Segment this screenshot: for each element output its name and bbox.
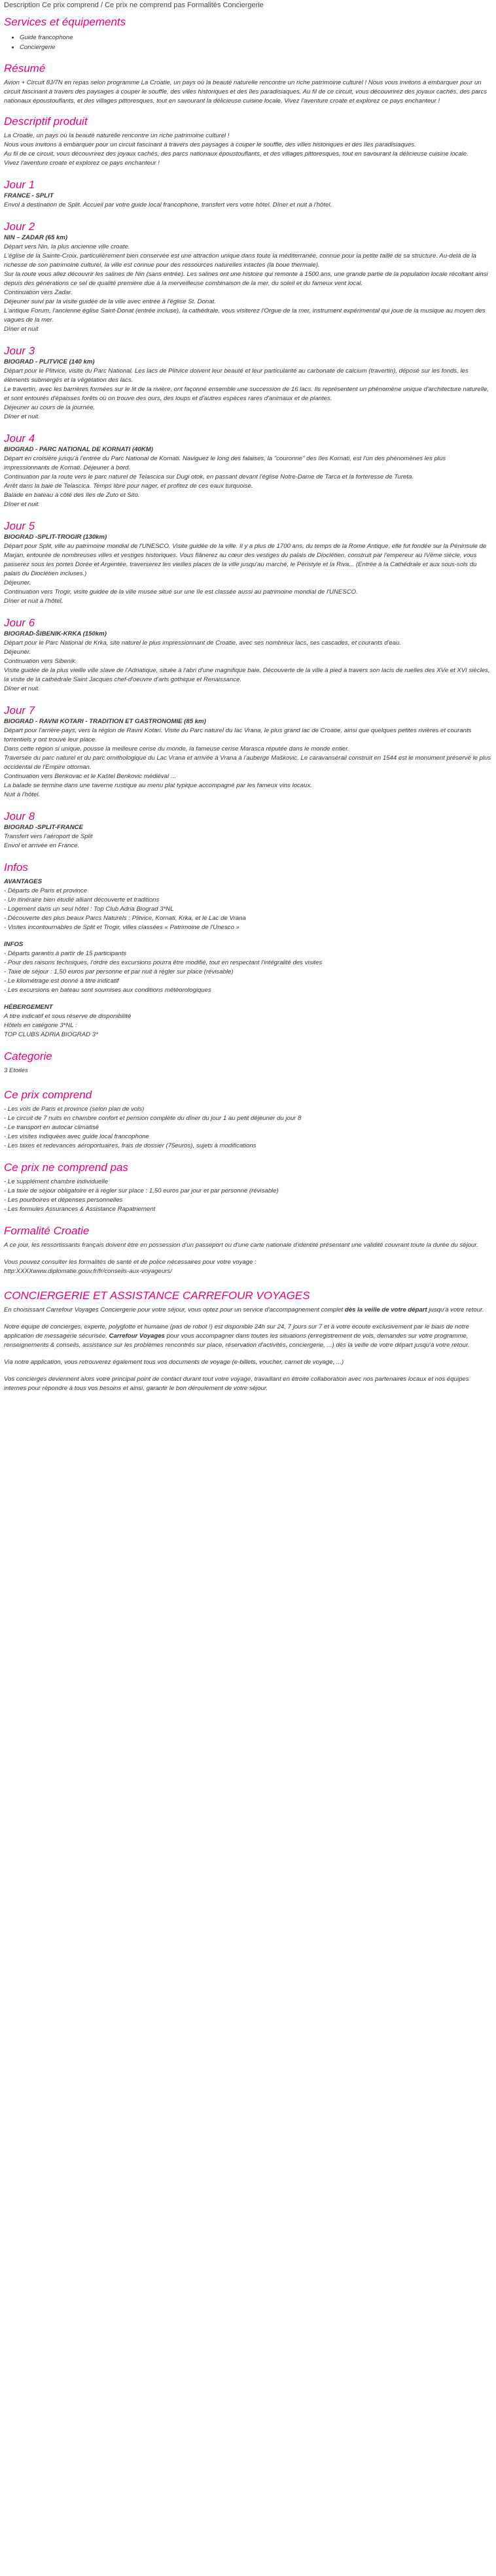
day-heading: Jour 4 [4,432,35,445]
resume-text: Avion + Circuit 8J/7N en repas selon programme La Croatie, un pays où la beauté naturelle rencontre un riche patrimoine culturel ! Nous vous invitons à embarquer pour un circuit fascinant à travers des paysages à couper le souffle, des villes historiques et des îles paradisiaques. Au fil de ce circuit, vous découvrirez des joyaux cachés, des parcs nationaux époustouflants, et des villages pittoresques, tout en savourant la délicieuse cuisine locale. Vivez l'aventure croate et explorez ce pays enchanteur ! [4,79,487,105]
ne-comprend-item: - Les pourboires et dépenses personnelles [4,1196,123,1204]
tab-formalites[interactable]: Formalités [187,1,221,9]
conciergerie-p2 [4,1323,492,1350]
formalite-title: Formalité Croatie [4,1225,90,1237]
day-line: Envol et arrivée en France. [4,842,80,849]
day-line: Dîner et nuit. [4,413,40,420]
day-line: Départ pour le Plitvice, visite du Parc National. Les lacs de Plitvice doivent leur beauté et leur particularité au carbonate de calcium (travertin), déposé sur les fonds, les éléments submergés et la végétation des lacs. [4,367,469,384]
spacer [4,1350,492,1358]
descriptif-title: Descriptif produit [4,115,88,127]
text-span: Notre équipe de concierges, experte, polyglotte et humaine (pas de robot !) est disponible 24h sur 24, 7 jours sur 7 et à votre écoute exclusivement par le biais de notre application de messagerie sécurisée, [4,1323,469,1340]
ne-comprend-item: - La taxe de séjour obligatoire et à régler sur place : 1,50 euros par jour et par personne (révisable) [4,1187,279,1195]
day-heading: Jour 6 [4,617,35,629]
comprend-item: - Les vols de Paris et province (selon plan de vols) [4,1106,145,1113]
text-span: pour vous accompagner dans toutes les situations (enregistrement de vols, demandes sur votre programme, renseignements & conseils, assistance sur les problèmes rencontrés sur place, réservation d'activités, conciergerie, ...) dès la veille de votre départ jusqu'à votre retour. [4,1332,470,1349]
day-title: BIOGRAD - PLITVICE (140 km) [4,358,95,365]
tab-ce-prix-comprend[interactable]: Ce prix comprend [42,1,99,9]
descriptif-line: Nous vous invitons à embarquer pour un circuit fascinant à travers des paysages à couper le souffle, des villes historiques et des îles paradisiaques. [4,141,416,148]
text-span: jusqu'à votre retour. [427,1306,484,1313]
avantage-item: - Visites incontournables de Split et Trogir, villes classées « Patrimoine de l'Unesco » [4,924,239,931]
day-text [4,726,492,800]
comprend-title: Ce prix comprend [4,1089,92,1101]
avantage-item: - Un itinéraire bien étudié alliant découverte et traditions [4,896,160,904]
services-list [4,33,492,52]
day-line: Continuation vers Trogir, visite guidée de la ville musée situé sur une île est classée aussi au patrimoine mondial de l'UNESCO. [4,588,358,596]
hebergement-item: TOP CLUBS ADRIA BIOGRAD 3* [4,1031,98,1038]
day-heading: Jour 8 [4,810,35,822]
day-line: Déjeuner. [4,649,31,656]
infos-subtitle: INFOS [4,941,24,948]
info-item: - Le kilométrage est donné à titre indicatif [4,977,119,985]
day-heading: Jour 5 [4,520,35,532]
day-title: NIN – ZADAR (65 km) [4,234,68,241]
day-line: Continuation vers Benkovac et le Kaštel Benkovic médiéval ... [4,773,176,780]
day-line: Continuation vers Sibenik. [4,658,77,665]
comprend-item: - Le circuit de 7 nuits en chambre confort et pension complète du dîner du jour 1 au petit déjeuner du jour 8 [4,1115,302,1122]
conciergerie-title: CONCIERGERIE ET ASSISTANCE CARREFOUR VOYAGES [4,1289,310,1302]
info-item: - Pour des raisons techniques, l'ordre des excursions pourra être modifié, tout en respectant l'intégralité des visites [4,959,323,966]
spacer [4,1250,492,1258]
info-item: - Les excursions en bateau sont soumises aux conditions météorologiques [4,987,211,994]
tab-ce-prix-ne-comprend-pas[interactable]: Ce prix ne comprend pas [105,1,186,9]
service-item: • Guide francophone [20,33,492,42]
descriptif-text [4,131,492,168]
tab-bar [4,0,492,10]
day-line: L'église de la Sainte-Croix, particulièrement bien conservée est une attraction unique dans toute la méditerranée, connue pour la petite taille de sa structure. Au-delà de la richesse de son patrimoine culturel, la ville est connue pour des ressources naturelles intactes (la boue thermale). [4,252,476,269]
day-title: FRANCE - SPLIT [4,192,54,199]
tab-conciergerie[interactable]: Conciergerie [222,1,264,9]
ne-comprend-item: - Les formules Assurances & Assistance Rapatriement [4,1206,156,1213]
day-text [4,201,492,210]
descriptif-line: Vivez l'aventure croate et explorez ce pays enchanteur ! [4,160,160,167]
day-text [4,243,492,334]
conciergerie-text [4,1306,492,1393]
categorie-title: Categorie [4,1050,52,1062]
ne-comprend-list [4,1178,492,1214]
text-emphasis: Carrefour Voyages [109,1332,166,1340]
text-span: En choisissant Carrefour Voyages Conciergerie pour votre séjour, vous optez pour un service d'accompagnement complet [4,1306,345,1313]
hebergement-item: A titre indicatif et sous réserve de disponibilité [4,1013,132,1020]
day-line: Déjeuner. [4,579,31,586]
day-line: Départ en croisière jusqu'à l'entrée du Parc National de Kornati. Naviguez le long des falaises, la "couronne" des îles Kornati, est l'un des phénomènes les plus impressionnants de Kornati. Déjeuner à bord. [4,455,446,471]
day-line: Traversée du parc naturel et du parc ornithologique du Lac Vrana et arrivée à Vrana à l'auberge Maškovic. Le caravansérail construit en 1544 est le monument préservé le plus occidental de l'Empire ottoman. [4,754,491,771]
day-text [4,639,492,694]
day-line: La balade se termine dans une taverne rustique au menu plat typique accompagné par les fameux vins locaux. [4,782,312,789]
day-line: Arrêt dans la baie de Telascica. Temps libre pour nager, et profitez de ces eaux turquoise. [4,483,253,490]
infos-title: Infos [4,861,28,873]
day-text [4,542,492,606]
day-line: Dîner et nuit. [4,685,40,692]
day-title: BIOGRAD -SPLIT-TROGIR (130km) [4,534,107,541]
day-line: Transfert vers l'aéroport de Split [4,833,93,840]
avantage-item: - Départs de Paris et province [4,887,87,894]
day-line: Envol à destination de Split. Accueil par votre guide local francophone, transfert vers votre hôtel. Dîner et nuit à l'hôtel. [4,201,332,209]
avantage-item: - Découverte des plus beaux Parcs Naturels : Plitvice, Kornati, Krka, et le Lac de Vrana [4,915,246,922]
formalite-p1: A ce jour, les ressortissants français doivent être en possession d'un passeport ou d'une carte nationale d'identité présentant une validité couvrant toute la durée du séjour. [4,1242,478,1249]
day-text [4,454,492,509]
comprend-list [4,1105,492,1151]
conciergerie-p1 [4,1306,492,1315]
text-emphasis: dès la veille de votre départ [344,1306,427,1313]
descriptif-line: Au fil de ce circuit, vous découvrirez des joyaux cachés, des parcs nationaux époustouflants, et des villages pittoresques, tout en savourant la délicieuse cuisine locale. [4,150,469,158]
day-line: Départ pour l'arrière-pays, vers la région de Ravni Kotari. Visite du Parc naturel du lac Vrana, le plus grand lac de Croatie, ainsi que quelques petites rivières et courants torrentiels y ont trouvé leur place. [4,727,472,743]
formalite-p2: Vous pouvez consulter les formalités de santé et de police nécessaires pour votre voyage : [4,1259,257,1266]
day-line: Balade en bateau à côté des îles de Zuto et Sito. [4,492,140,499]
day-line: Départ vers Nin, la plus ancienne ville croate. [4,243,130,250]
formalite-link[interactable]: http:XXXXwww.diplomatie.gouv.fr/fr/conseils-aux-voyageurs/ [4,1268,172,1275]
spacer [4,995,492,1003]
formalite-text [4,1241,492,1276]
day-heading: Jour 1 [4,178,35,191]
info-item: - Départs garantis à partir de 15 participants [4,950,127,957]
services-title: Services et équipements [4,16,126,28]
day-line: Continuation vers Zadar. [4,289,73,296]
categorie-value: 3 Etoiles [4,1067,28,1074]
day-line: Déjeuner suivi par la visite guidée de la ville avec entrée à l'église St. Donat. [4,298,216,305]
day-title: BIOGRAD - RAVNI KOTARI - TRADITION ET GASTRONOMIE (85 km) [4,718,206,725]
day-line: Départ pour le Parc National de Krka, site naturel le plus impressionnant de Croatie, avec ses nombreux lacs, ses cascades, et courants d'eau. [4,639,402,647]
spacer [4,1367,492,1375]
ne-comprend-title: Ce prix ne comprend pas [4,1161,128,1174]
day-line: Départ pour Split, ville au patrimoine mondial de l'UNESCO. Visite guidée de la ville. Il y a plus de 1700 ans, du temps de la Rome Antique, elle fut fondée sur la Péninsule de Marjan, entourée de nombreuses villes et vestiges historiques. Vous flânerez au cœur des vestiges du palais de Dioclétien, construit par l'empereur au IVème siècle, vous passerez sous les portes Dorée et Argentée, traverserez les vieilles places de la ville jusqu'au marché, le Péristyle et la Riva... (Entrée à la Cathédrale et aux sous-sols du palais du Dioclétien incluses.) [4,543,487,577]
day-line: Dîner et nuit. [4,501,40,508]
spacer [4,932,492,940]
day-text [4,832,492,851]
day-title: BIOGRAD - PARC NATIONAL DE KORNATI (40KM) [4,446,153,453]
day-line: Dîner et nuit à l'hôtel. [4,598,63,605]
comprend-item: - Les visites indiquées avec guide local francophone [4,1133,149,1140]
day-heading: Jour 3 [4,345,35,357]
infos-content [4,877,492,1040]
hebergement-title: HÉBERGEMENT [4,1004,53,1011]
day-line: Nuit à l'hôtel. [4,791,41,798]
comprend-item: - Les taxes et redevances aéroportuaires, frais de dossier (75euros), sujets à modifications [4,1142,257,1149]
day-title: BIOGRAD-ŠIBENIK-KRKA (150km) [4,630,107,637]
day-line: Continuation par la route vers le parc naturel de Telascica sur Dugi otok, en passant devant l'église Notre-Dame de Tarca et la forteresse de Tureta. [4,473,414,481]
day-title: BIOGRAD -SPLIT-FRANCE [4,824,83,831]
day-line: Dîner et nuit [4,326,39,333]
day-text [4,367,492,422]
service-item: • Conciergerie [20,42,492,52]
day-line: Sur la route vous allez découvrir les salines de Nin (sans entrée). Les salines ont une histoire qui remonte à 1500 ans, une grande partie de la population locale récoltant ainsi depuis des générations ce sel de qualité première due à la merveilleuse combinaison de la mer, du soleil et du fameux vent local. [4,271,488,287]
hebergement-item: Hôtels en catégorie 3*NL : [4,1022,77,1029]
comprend-item: - Le transport en autocar climatisé [4,1124,99,1131]
info-item: - Taxe de séjour : 1,50 euros par personne et par nuit à régler sur place (révisable) [4,968,234,975]
descriptif-line: La Croatie, un pays où la beauté naturelle rencontre un riche patrimoine culturel ! [4,132,230,139]
ne-comprend-item: - Le supplément chambre individuelle [4,1178,108,1185]
day-line: Visite guidée de la plus vieille ville slave de l'Adriatique, située à l'abri d'une magnifique baie. Découverte de la ville à pied à travers son lacis de ruelles des XVe et XVI siècles, la visite de la cathédrale Saint Jacques chef-d'oeuvre d'arts gothique et Renaissance. [4,667,490,683]
conciergerie-p3: Via notre application, vous retrouverez également tous vos documents de voyage (e-billets, voucher, carnet de voyage, ...) [4,1359,344,1366]
day-heading: Jour 7 [4,704,35,717]
avantages-title: AVANTAGES [4,878,43,885]
day-line: L'antique Forum, l'ancienne église Saint-Donat (entrée incluse), la cathédrale, vous visiterez l'Orgue de la mer, instrument expérimental qui joue de la musique au moyen des vagues de la mer. [4,307,486,324]
conciergerie-p4: Vos concierges deviennent alors votre principal point de contact durant tout votre voyage, travaillant en étroite collaboration avec nos partenaires locaux et nos équipes internes pour répondre à tous vos besoins et ainsi, garantir le bon déroulement de votre séjour. [4,1376,469,1392]
resume-title: Résumé [4,62,46,75]
day-heading: Jour 2 [4,220,35,233]
day-line: Déjeuner au cours de la journée. [4,404,96,411]
tab-separator: / [100,1,103,9]
day-line: Dans cette région si unique, pousse la meilleure cerise du monde, la fameuse cerise Marasca réputée dans le monde entier. [4,745,349,753]
tab-description[interactable]: Description [4,1,41,9]
day-line: Le travertin, avec les barrières formées sur le lit de la rivière, ont façonné ensemble une succession de 16 lacs. Ils représentent un phénomène unique d'architecture naturelle, et sont entourés d'épaisses forêts où on trouve des ours, des loups et d'autres espèces rares d'animaux et de plantes. [4,386,489,402]
avantage-item: - Logement dans un seul hôtel : Top Club Adria Biograd 3*NL [4,906,174,913]
spacer [4,1315,492,1323]
